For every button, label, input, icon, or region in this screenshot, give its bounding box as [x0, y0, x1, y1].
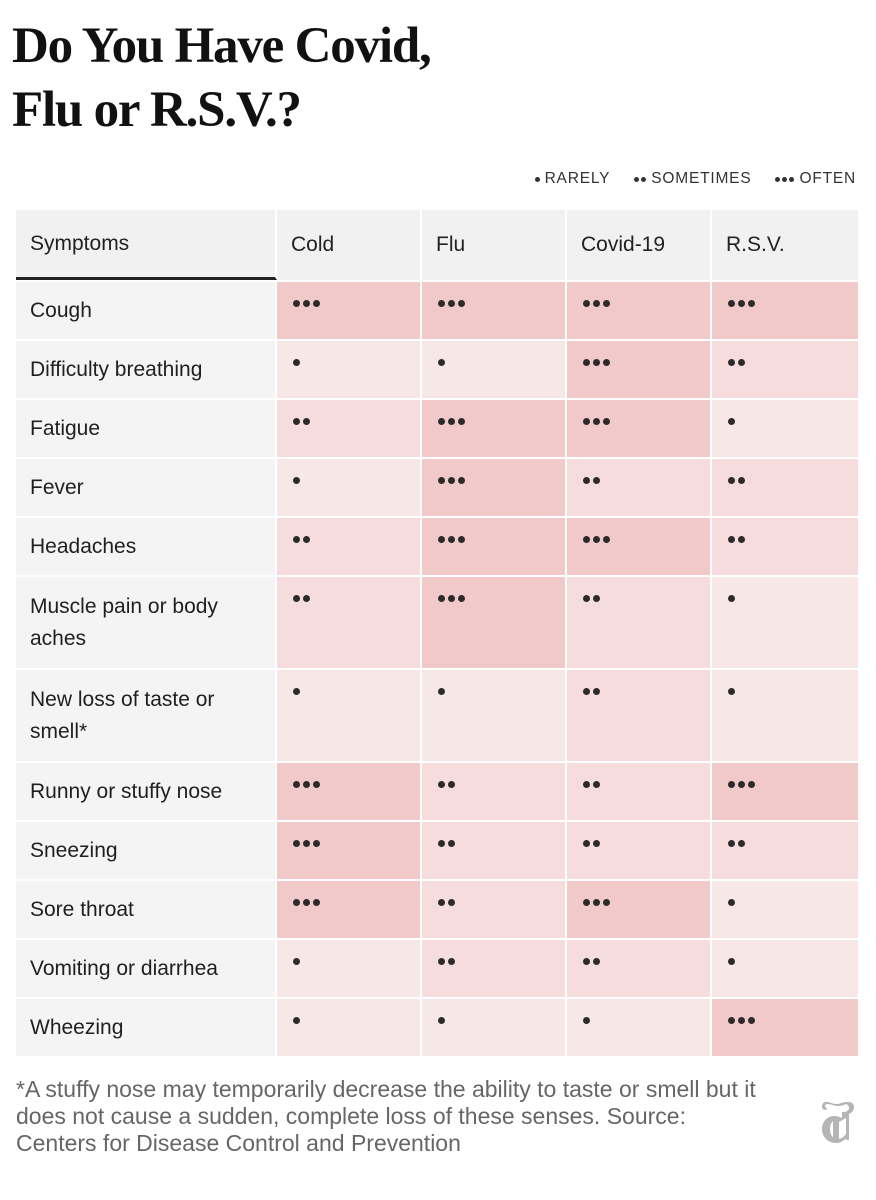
- dot-mark: [458, 595, 465, 602]
- dot-mark: [293, 595, 300, 602]
- frequency-dots-icon: [583, 300, 610, 307]
- dot-mark: [728, 477, 735, 484]
- frequency-dots-icon: [583, 958, 600, 965]
- dot-mark: [593, 899, 600, 906]
- dot-mark: [293, 359, 300, 366]
- cell-rsv: [712, 282, 858, 339]
- cell-covid-19: [567, 670, 712, 761]
- frequency-dots-icon: [438, 899, 455, 906]
- dot-mark: [583, 958, 590, 965]
- cell-covid-19: [567, 881, 712, 938]
- cell-covid-19: [567, 282, 712, 339]
- legend-label-rarely: RARELY: [544, 170, 611, 187]
- dot-mark: [303, 595, 310, 602]
- cell-cold: [277, 341, 422, 398]
- cell-covid-19: [567, 940, 712, 997]
- cell-covid-19: [567, 400, 712, 457]
- dot-mark: [728, 359, 735, 366]
- dot-mark: [448, 958, 455, 965]
- table-row: [16, 999, 858, 1056]
- cell-cold: [277, 822, 422, 879]
- cell-cold: [277, 459, 422, 516]
- dot-mark: [728, 536, 735, 543]
- cell-rsv: [712, 670, 858, 761]
- dot-mark: [603, 418, 610, 425]
- dot-mark: [458, 418, 465, 425]
- frequency-dots-icon: [438, 595, 465, 602]
- dot-mark: [738, 300, 745, 307]
- dot-mark: [448, 899, 455, 906]
- frequency-dots-icon: [728, 1017, 755, 1024]
- dot-mark: [438, 359, 445, 366]
- cell-flu: [422, 341, 567, 398]
- dot-mark: [313, 781, 320, 788]
- footnote: *A stuffy nose may temporarily decrease the ability to taste or smell but it does not cause a sudden, complete loss of these senses. Source: Centers for Disease Control and Prevention: [16, 1076, 756, 1156]
- dot-mark: [583, 688, 590, 695]
- frequency-dots-icon: [438, 418, 465, 425]
- cell-cold: [277, 400, 422, 457]
- cell-rsv: [712, 459, 858, 516]
- dot-mark: [438, 300, 445, 307]
- column-header-symptoms: Symptoms: [16, 210, 277, 280]
- table-row: [16, 670, 858, 761]
- legend-dots-sometimes-icon: [634, 177, 646, 182]
- symptom-label: Cough: [16, 282, 277, 339]
- dot-mark: [728, 899, 735, 906]
- table-row: [16, 400, 858, 457]
- dot-mark: [728, 688, 735, 695]
- dot-mark: [738, 536, 745, 543]
- table-row: [16, 518, 858, 575]
- dot-mark: [293, 418, 300, 425]
- dot-mark: [728, 958, 735, 965]
- frequency-dots-icon: [293, 840, 320, 847]
- frequency-dots-icon: [438, 958, 455, 965]
- legend-label-sometimes: SOMETIMES: [651, 170, 752, 187]
- symptom-label: Fever: [16, 459, 277, 516]
- cell-rsv: [712, 940, 858, 997]
- cell-flu: [422, 282, 567, 339]
- cell-flu: [422, 518, 567, 575]
- dot-mark: [448, 840, 455, 847]
- legend: [535, 170, 856, 188]
- cell-flu: [422, 763, 567, 820]
- frequency-dots-icon: [293, 359, 300, 366]
- frequency-dots-icon: [293, 1017, 300, 1024]
- frequency-dots-icon: [438, 300, 465, 307]
- frequency-dots-icon: [293, 536, 310, 543]
- dot-mark: [293, 781, 300, 788]
- column-header-rsv: R.S.V.: [712, 210, 858, 280]
- dot-mark: [583, 359, 590, 366]
- symptom-label: Muscle pain or body aches: [16, 577, 277, 668]
- dot-mark: [748, 300, 755, 307]
- legend-item-sometimes: [634, 170, 751, 188]
- dot-mark: [293, 840, 300, 847]
- frequency-dots-icon: [438, 359, 445, 366]
- frequency-dots-icon: [293, 300, 320, 307]
- cell-flu: [422, 822, 567, 879]
- dot-mark: [438, 781, 445, 788]
- dot-mark: [293, 688, 300, 695]
- dot-mark: [293, 1017, 300, 1024]
- dot-mark: [583, 1017, 590, 1024]
- cell-flu: [422, 400, 567, 457]
- frequency-dots-icon: [438, 536, 465, 543]
- dot-mark: [603, 536, 610, 543]
- dot-mark: [438, 958, 445, 965]
- dot-mark: [593, 781, 600, 788]
- dot-mark: [448, 536, 455, 543]
- legend-item-often: [775, 170, 856, 188]
- dot-mark: [313, 840, 320, 847]
- dot-mark: [583, 899, 590, 906]
- dot-mark: [728, 418, 735, 425]
- frequency-dots-icon: [438, 1017, 445, 1024]
- dot-mark: [448, 477, 455, 484]
- legend-dots-rarely-icon: [535, 177, 540, 182]
- dot-mark: [593, 477, 600, 484]
- frequency-dots-icon: [438, 688, 445, 695]
- dot-mark: [583, 781, 590, 788]
- dot-mark: [303, 840, 310, 847]
- dot-mark: [738, 781, 745, 788]
- nyt-logo-icon: [816, 1098, 860, 1148]
- dot-mark: [728, 781, 735, 788]
- symptom-label: New loss of taste or smell*: [16, 670, 277, 761]
- dot-mark: [593, 958, 600, 965]
- dot-mark: [738, 359, 745, 366]
- dot-mark: [583, 300, 590, 307]
- frequency-dots-icon: [728, 595, 735, 602]
- cell-covid-19: [567, 577, 712, 668]
- dot-mark: [738, 840, 745, 847]
- dot-mark: [593, 536, 600, 543]
- dot-mark: [593, 840, 600, 847]
- cell-rsv: [712, 518, 858, 575]
- dot-mark: [293, 899, 300, 906]
- cell-covid-19: [567, 341, 712, 398]
- cell-cold: [277, 518, 422, 575]
- dot-mark: [438, 418, 445, 425]
- dot-mark: [438, 899, 445, 906]
- frequency-dots-icon: [728, 418, 735, 425]
- dot-mark: [728, 840, 735, 847]
- cell-cold: [277, 999, 422, 1056]
- cell-cold: [277, 881, 422, 938]
- symptom-label: Runny or stuffy nose: [16, 763, 277, 820]
- column-header-covid-19: Covid-19: [567, 210, 712, 280]
- dot-mark: [438, 840, 445, 847]
- frequency-dots-icon: [293, 418, 310, 425]
- table-row: [16, 881, 858, 938]
- dot-mark: [303, 418, 310, 425]
- cell-flu: [422, 881, 567, 938]
- symptom-label: Wheezing: [16, 999, 277, 1056]
- cell-covid-19: [567, 459, 712, 516]
- frequency-dots-icon: [293, 899, 320, 906]
- dot-mark: [593, 300, 600, 307]
- cell-rsv: [712, 999, 858, 1056]
- dot-mark: [303, 899, 310, 906]
- dot-mark: [738, 477, 745, 484]
- cell-rsv: [712, 577, 858, 668]
- dot-mark: [583, 840, 590, 847]
- frequency-dots-icon: [293, 688, 300, 695]
- cell-cold: [277, 670, 422, 761]
- cell-flu: [422, 999, 567, 1056]
- cell-covid-19: [567, 763, 712, 820]
- title-line-2: Flu or R.S.V.?: [12, 82, 301, 138]
- dot-mark: [593, 359, 600, 366]
- cell-cold: [277, 763, 422, 820]
- dot-mark: [603, 359, 610, 366]
- dot-mark: [438, 595, 445, 602]
- symptom-label: Vomiting or diarrhea: [16, 940, 277, 997]
- dot-mark: [313, 899, 320, 906]
- dot-mark: [293, 300, 300, 307]
- legend-dots-often-icon: [775, 177, 794, 182]
- frequency-dots-icon: [583, 840, 600, 847]
- frequency-dots-icon: [728, 899, 735, 906]
- dot-mark: [303, 536, 310, 543]
- dot-mark: [303, 781, 310, 788]
- frequency-dots-icon: [438, 840, 455, 847]
- table-header-row: [16, 210, 858, 280]
- cell-flu: [422, 940, 567, 997]
- frequency-dots-icon: [583, 781, 600, 788]
- symptom-table: [16, 210, 858, 1056]
- table-row: [16, 577, 858, 668]
- title-line-1: Do You Have Covid,: [12, 18, 431, 74]
- dot-mark: [438, 477, 445, 484]
- dot-mark: [448, 418, 455, 425]
- dot-mark: [458, 300, 465, 307]
- table-row: [16, 822, 858, 879]
- table-row: [16, 282, 858, 339]
- frequency-dots-icon: [583, 595, 600, 602]
- frequency-dots-icon: [293, 595, 310, 602]
- dot-mark: [448, 300, 455, 307]
- cell-rsv: [712, 400, 858, 457]
- dot-mark: [728, 300, 735, 307]
- dot-mark: [438, 1017, 445, 1024]
- dot-mark: [728, 1017, 735, 1024]
- frequency-dots-icon: [728, 359, 745, 366]
- frequency-dots-icon: [728, 536, 745, 543]
- cell-flu: [422, 577, 567, 668]
- dot-mark: [448, 595, 455, 602]
- frequency-dots-icon: [583, 899, 610, 906]
- dot-mark: [728, 595, 735, 602]
- dot-mark: [603, 300, 610, 307]
- cell-flu: [422, 670, 567, 761]
- cell-rsv: [712, 881, 858, 938]
- dot-mark: [293, 958, 300, 965]
- symptom-label: Sneezing: [16, 822, 277, 879]
- frequency-dots-icon: [583, 1017, 590, 1024]
- dot-mark: [438, 536, 445, 543]
- legend-label-often: OFTEN: [799, 170, 856, 187]
- dot-mark: [448, 781, 455, 788]
- dot-mark: [748, 1017, 755, 1024]
- frequency-dots-icon: [583, 688, 600, 695]
- dot-mark: [748, 781, 755, 788]
- frequency-dots-icon: [728, 300, 755, 307]
- frequency-dots-icon: [438, 477, 465, 484]
- frequency-dots-icon: [728, 840, 745, 847]
- cell-rsv: [712, 763, 858, 820]
- symptom-label: Fatigue: [16, 400, 277, 457]
- symptom-label: Sore throat: [16, 881, 277, 938]
- dot-mark: [603, 899, 610, 906]
- frequency-dots-icon: [583, 536, 610, 543]
- cell-covid-19: [567, 999, 712, 1056]
- dot-mark: [583, 477, 590, 484]
- cell-covid-19: [567, 518, 712, 575]
- frequency-dots-icon: [728, 781, 755, 788]
- cell-rsv: [712, 822, 858, 879]
- cell-cold: [277, 282, 422, 339]
- frequency-dots-icon: [728, 688, 735, 695]
- page-title: [12, 14, 431, 142]
- dot-mark: [738, 1017, 745, 1024]
- dot-mark: [593, 688, 600, 695]
- cell-flu: [422, 459, 567, 516]
- table-row: [16, 341, 858, 398]
- column-header-flu: Flu: [422, 210, 567, 280]
- dot-mark: [583, 418, 590, 425]
- cell-cold: [277, 577, 422, 668]
- dot-mark: [293, 477, 300, 484]
- cell-covid-19: [567, 822, 712, 879]
- frequency-dots-icon: [438, 781, 455, 788]
- dot-mark: [438, 688, 445, 695]
- column-header-cold: Cold: [277, 210, 422, 280]
- table-row: [16, 940, 858, 997]
- dot-mark: [458, 477, 465, 484]
- dot-mark: [593, 418, 600, 425]
- frequency-dots-icon: [583, 418, 610, 425]
- legend-item-rarely: [535, 170, 611, 188]
- frequency-dots-icon: [293, 781, 320, 788]
- cell-rsv: [712, 341, 858, 398]
- dot-mark: [458, 536, 465, 543]
- dot-mark: [293, 536, 300, 543]
- dot-mark: [313, 300, 320, 307]
- table-row: [16, 763, 858, 820]
- dot-mark: [583, 536, 590, 543]
- table-row: [16, 459, 858, 516]
- frequency-dots-icon: [583, 359, 610, 366]
- dot-mark: [303, 300, 310, 307]
- cell-cold: [277, 940, 422, 997]
- frequency-dots-icon: [293, 958, 300, 965]
- dot-mark: [583, 595, 590, 602]
- dot-mark: [593, 595, 600, 602]
- frequency-dots-icon: [728, 477, 745, 484]
- symptom-label: Difficulty breathing: [16, 341, 277, 398]
- frequency-dots-icon: [728, 958, 735, 965]
- frequency-dots-icon: [293, 477, 300, 484]
- frequency-dots-icon: [583, 477, 600, 484]
- symptom-label: Headaches: [16, 518, 277, 575]
